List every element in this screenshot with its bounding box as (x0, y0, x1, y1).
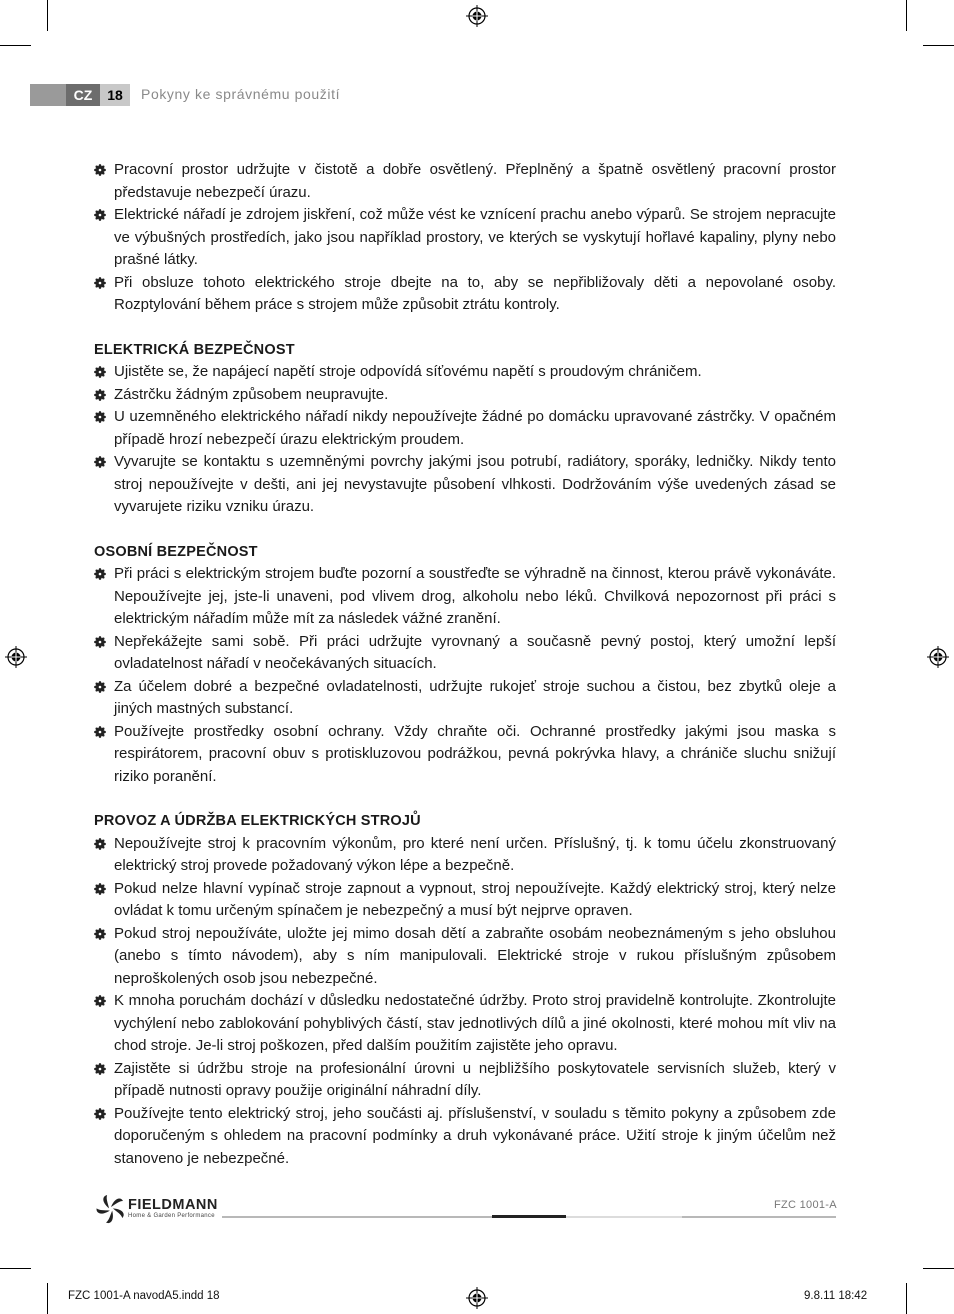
fieldmann-logo-icon (94, 1194, 128, 1224)
list-item (94, 204, 836, 272)
list-item-text: K mnoha poruchám dochází v důsledku nedostatečné údržby. Proto stroj pravidelně kontrolujte. Zkontrolujte vychýlení nebo zablokování pohyblivých částí, stav jednotlivých dílů a jiné okolnosti, které mohou mít vliv na chod stroje. Je-li stroj poškozen, před dalším použitím zajistěte jeho opravu. (114, 992, 836, 1054)
crop-mark (0, 45, 31, 46)
list-item (94, 990, 836, 1058)
model-number: FZC 1001-A (774, 1199, 837, 1211)
crop-mark (0, 1268, 31, 1269)
list-item-text: Používejte tento elektrický stroj, jeho součásti aj. příslušenství, v souladu s těmito pokyny a způsobem zde doporučeným s ohledem na pracovní podmínky a druh vykonávané práce. Užití stroje k jiným účelům než stanoveno je nebezpečné. (114, 1104, 836, 1167)
flower-bullet-icon (94, 389, 106, 401)
flower-bullet-icon (94, 209, 106, 221)
flower-bullet-icon (94, 838, 106, 850)
flower-bullet-icon (94, 456, 106, 468)
flower-bullet-icon (94, 277, 106, 289)
flower-bullet-icon (94, 681, 106, 693)
list-item-text: Pokud nelze hlavní vypínač stroje zapnout a vypnout, stroj nepoužívejte. Každý elektrický stroj, který nelze ovládat k tomu určeným spínačem je nebezpečný a musí být nejprve opraven. (114, 879, 836, 919)
registration-mark-icon (5, 646, 27, 668)
sections (94, 339, 836, 1171)
list-item-text: Používejte prostředky osobní ochrany. Vždy chraňte oči. Ochranné prostředky jakými jsou maska s respirátorem, pracovní obuv s protiskluzovou podrážkou, pevná pokrývka hlavy, a chrániče sluchu snižují riziko poranění. (114, 722, 836, 785)
registration-mark-icon (927, 646, 949, 668)
flower-bullet-icon (94, 995, 106, 1007)
document-body (94, 159, 836, 1170)
list-item (94, 159, 836, 204)
list-item (94, 878, 836, 923)
flower-bullet-icon (94, 883, 106, 895)
list-item-text: Nepoužívejte stroj k pracovním výkonům, pro které není určen. Příslušný, tj. k tomu účelu zkonstruovaný elektrický stroj provede požadovaný výkon lépe a bezpečně. (114, 834, 836, 874)
page-number: 18 (100, 84, 130, 106)
flower-bullet-icon (94, 928, 106, 940)
list-item-text: Nepřekážejte sami sobě. Při práci udržujte vyrovnaný a současně pevný postoj, který umožní lepší ovladatelnost nářadí v neočekávaných situacích. (114, 632, 836, 672)
language-tag: CZ (66, 84, 100, 106)
list-item (94, 451, 836, 519)
list-item (94, 384, 836, 407)
flower-bullet-icon (94, 636, 106, 648)
list-item (94, 721, 836, 789)
flower-bullet-icon (94, 568, 106, 580)
list-item (94, 272, 836, 317)
list-item-text: Pokud stroj nepoužíváte, uložte jej mimo dosah dětí a zabraňte osobám neobeznámeným s jeho obsluhou (anebo s tímto návodem), aby s ním manipulovali. Elektrické stroje v rukou příslušným způsobem neproškolených osob jsou nebezpečné. (114, 924, 836, 987)
footer-rule (492, 1215, 566, 1218)
crop-mark (47, 1283, 48, 1314)
crop-mark (47, 0, 48, 31)
section-heading: ELEKTRICKÁ BEZPEČNOST (94, 341, 295, 358)
flower-bullet-icon (94, 164, 106, 176)
list-item (94, 676, 836, 721)
list-item-text: Při obsluze tohoto elektrického stroje dbejte na to, aby se nepřibližovaly děti a nepovolané osoby. Rozptylování během práce s strojem může způsobit ztrátu kontroly. (114, 273, 836, 313)
list-item-text: Za účelem dobré a bezpečné ovladatelnosti, udržujte rukojeť stroje suchou a čistou, bez zbytků oleje a jiných mastných substancí. (114, 677, 836, 717)
list-item-text: Pracovní prostor udržujte v čistotě a dobře osvětlený. Přeplněný a špatně osvětlený pracovní prostor představuje nebezpečí úrazu. (114, 161, 836, 201)
flower-bullet-icon (94, 726, 106, 738)
footer-rule (222, 1216, 492, 1218)
list-item-text: Ujistěte se, že napájecí napětí stroje odpovídá síťovému napětí s proudovým chráničem. (114, 363, 702, 380)
crop-mark (906, 0, 907, 31)
list-item-text: U uzemněného elektrického nářadí nikdy nepoužívejte žádné po domácku upravované zástrčky. V opačném případě hrozí nebezpečí úrazu elektrickým proudem. (114, 408, 836, 448)
list-item (94, 631, 836, 676)
brand-name: FIELDMANN (128, 1197, 218, 1213)
flower-bullet-icon (94, 1063, 106, 1075)
list-item (94, 406, 836, 451)
crop-mark (923, 45, 954, 46)
list-item-text: Elektrické nářadí je zdrojem jiskření, což může vést ke vznícení prachu anebo výparů. Se strojem nepracujte ve výbušných prostředích, jako jsou například prostory, ve kterých se vyskytují hořlavé kapaliny, plyny nebo prašné látky. (114, 206, 836, 268)
intro-list (94, 159, 836, 317)
footer-rule (682, 1216, 836, 1218)
registration-mark-icon (466, 5, 488, 27)
crop-mark (923, 1268, 954, 1269)
list-item (94, 1058, 836, 1103)
section-heading: PROVOZ A ÚDRŽBA ELEKTRICKÝCH STROJŮ (94, 813, 421, 829)
list-item (94, 1103, 836, 1171)
list-item-text: Vyvarujte se kontaktu s uzemněnými povrchy jakými jsou potrubí, radiátory, sporáky, ledničky. Nikdy tento stroj nepoužívejte v dešti, ani jej nevystavujte působení vlhkosti. Dodržováním výše uvedených zásad se vyvarujete riziku vzniku úrazu. (114, 453, 836, 515)
list-item (94, 923, 836, 991)
list-item (94, 563, 836, 631)
list-item-text: Při práci s elektrickým strojem buďte pozorní a soustřeďte se výhradně na činnost, kterou právě vykonáváte. Nepoužívejte jej, jste-li unaveni, pod vlivem drog, alkoholu nebo léků. Chvilková nepozornost při práci s elektrickým nářadím může mít za následek vážné zranění. (114, 565, 836, 627)
crop-mark (906, 1283, 907, 1314)
list-item (94, 361, 836, 384)
flower-bullet-icon (94, 411, 106, 423)
slug-date: 9.8.11 18:42 (804, 1290, 868, 1302)
list-item-text: Zajistěte si údržbu stroje na profesionální úrovni u nejbližšího poskytovatele servisních služeb, který v případě nutnosti opravy použije originální náhradní díly. (114, 1059, 836, 1099)
registration-mark-icon (466, 1287, 488, 1309)
list-item (94, 833, 836, 878)
brand-tagline: Home & Garden Performance (128, 1213, 215, 1219)
slug-file: FZC 1001-A navodA5.indd 18 (68, 1290, 220, 1302)
list-item-text: Zástrčku žádným způsobem neupravujte. (114, 385, 389, 403)
footer-rule (566, 1216, 682, 1218)
flower-bullet-icon (94, 1108, 106, 1120)
section-title: Pokyny ke správnému použití (141, 86, 341, 102)
flower-bullet-icon (94, 366, 106, 378)
section-heading: OSOBNÍ BEZPEČNOST (94, 543, 258, 560)
